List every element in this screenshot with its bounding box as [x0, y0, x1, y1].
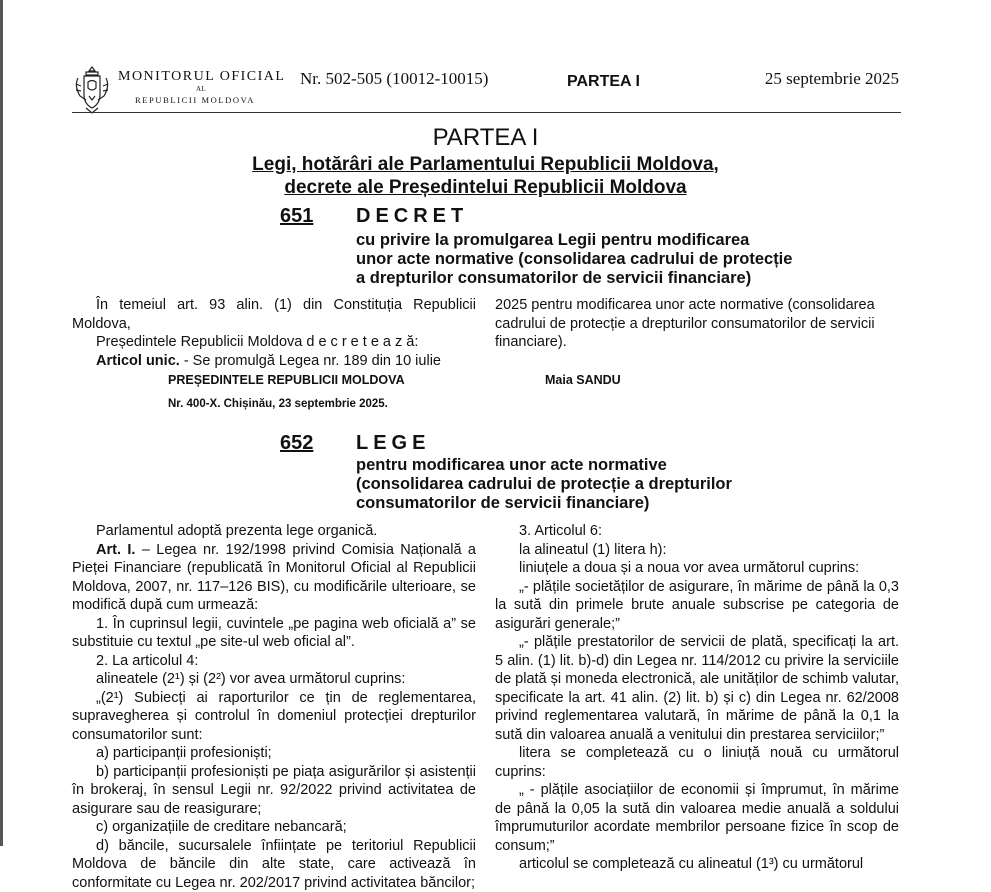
law-paragraph: litera se completează cu o liniuță nouă cu următorul cuprins:: [495, 744, 899, 781]
decree-number: 651: [280, 205, 313, 228]
law-right-column: [495, 522, 899, 874]
publication-name: MONITORUL OFICIAL: [118, 69, 285, 85]
law-paragraph: [72, 541, 476, 615]
law-paragraph: „ - plățile asociațiilor de economii și împrumut, în mărime de până la 0,05 la sută din valoarea medie anuală a soldului împrumuturilor acordate membrilor persoane fizice în scop de consum;”: [495, 781, 899, 855]
section-title-line1: Legi, hotărâri ale Parlamentului Republicii Moldova,: [0, 153, 971, 176]
moldova-coat-of-arms-icon: [72, 64, 112, 116]
law-type: LEGE: [356, 432, 430, 455]
decree-reference: Nr. 400-X. Chișinău, 23 septembrie 2025.: [168, 398, 388, 410]
law-title-line3: consumatorilor de servicii financiare): [356, 494, 732, 513]
signer-name: Maia SANDU: [545, 373, 621, 387]
law-paragraph: Parlamentul adoptă prezenta lege organică.: [72, 522, 476, 541]
law-paragraph: la alineatul (1) litera h):: [495, 541, 899, 560]
part-label: PARTEA I: [567, 73, 640, 91]
article-label: Art. I.: [96, 542, 135, 558]
header-divider: [72, 112, 901, 113]
law-paragraph: 3. Articolul 6:: [495, 522, 899, 541]
part-title: PARTEA I: [0, 124, 971, 152]
law-paragraph: d) băncile, sucursalele înființate pe teritoriul Republicii Moldova de băncile din alte state, care activează în conformitate cu Legea nr. 202/2017 privind activitatea băncilor;: [72, 837, 476, 892]
decree-left-column: [72, 296, 476, 370]
publication-al: AL: [196, 85, 206, 93]
decree-type: DECRET: [356, 205, 468, 228]
law-title-line1: pentru modificarea unor acte normative: [356, 456, 732, 475]
decree-paragraph: Președintele Republicii Moldova d e c r e t e a z ă:: [72, 333, 476, 352]
section-title-line2: decrete ale Președintelui Republicii Moldova: [0, 176, 971, 199]
decree-article: [72, 352, 476, 371]
law-paragraph: alineatele (2¹) și (2²) vor avea următorul cuprins:: [72, 670, 476, 689]
law-paragraph: „- plățile societăților de asigurare, în mărime de până la 0,3 la sută din primele brute anuale subscrise pe categoria de asigurări generale;”: [495, 578, 899, 634]
law-paragraph: b) participanții profesioniști pe piața asigurărilor și asistenții în brokeraj, în sensul Legii nr. 92/2022 privind activitatea de asigurare sau de reasigurare;: [72, 763, 476, 819]
section-title: [0, 153, 971, 199]
decree-title-line1: cu privire la promulgarea Legii pentru modificarea: [356, 231, 792, 250]
issue-date: 25 septembrie 2025: [700, 69, 899, 89]
decree-title-line2: unor acte normative (consolidarea cadrului de protecție: [356, 250, 792, 269]
law-paragraph: articolul se completează cu alineatul (1³) cu următorul: [495, 855, 899, 874]
law-paragraph: c) organizațiile de creditare nebancară;: [72, 818, 476, 837]
decree-paragraph: 2025 pentru modificarea unor acte normative (consolidarea cadrului de protecție a drepturilor consumatorilor de servicii financiare).: [495, 296, 899, 352]
law-left-column: [72, 522, 476, 892]
law-title: [356, 456, 732, 513]
article-text: - Se promulgă Legea nr. 189 din 10 iulie: [180, 353, 441, 369]
law-paragraph: a) participanții profesioniști;: [72, 744, 476, 763]
law-paragraph: 1. În cuprinsul legii, cuvintele „pe pagina web oficială a” se substituie cu textul „pe site-ul web oficial al”.: [72, 615, 476, 652]
publication-subtitle: REPUBLICII MOLDOVA: [135, 95, 255, 105]
decree-right-column: [495, 296, 899, 352]
law-paragraph: „(2¹) Subiecți ai raporturilor ce țin de reglementarea, supravegherea și controlul în domeniul protecției drepturilor consumatorilor sunt:: [72, 689, 476, 745]
decree-title-line3: a drepturilor consumatorilor de servicii financiare): [356, 269, 792, 288]
law-paragraph: „- plățile prestatorilor de servicii de plată, specificați la art. 5 alin. (1) lit. b)-d) din Legea nr. 114/2012 cu privire la serviciile de plată și moneda electronică, ale unităților de schimb valutar, specificate la art. 41 alin. (2) lit. b) și c) din Legea nr. 62/2008 privind reglementarea valutară, în mărime de până la 0,1 la sută din valoarea anuală a venitului din prestarea serviciilor;”: [495, 633, 899, 744]
law-title-line2: (consolidarea cadrului de protecție a drepturilor: [356, 475, 732, 494]
issue-number: Nr. 502-505 (10012-10015): [300, 69, 488, 89]
law-paragraph: liniuțele a doua și a noua vor avea următorul cuprins:: [495, 559, 899, 578]
decree-title: [356, 231, 792, 288]
article-label: Articol unic.: [96, 353, 180, 369]
law-number: 652: [280, 432, 313, 455]
article-text: – Legea nr. 192/1998 privind Comisia Națională a Pieței Financiare (republicată în Monitorul Oficial al Republicii Moldova, 2007, nr. 117–126 BIS), cu modificările ulterioare, se modifică după cum urmează:: [72, 542, 476, 614]
decree-paragraph: În temeiul art. 93 alin. (1) din Constituția Republicii Moldova,: [72, 296, 476, 333]
law-paragraph: 2. La articolul 4:: [72, 652, 476, 671]
signer-title: PREȘEDINTELE REPUBLICII MOLDOVA: [168, 373, 405, 387]
